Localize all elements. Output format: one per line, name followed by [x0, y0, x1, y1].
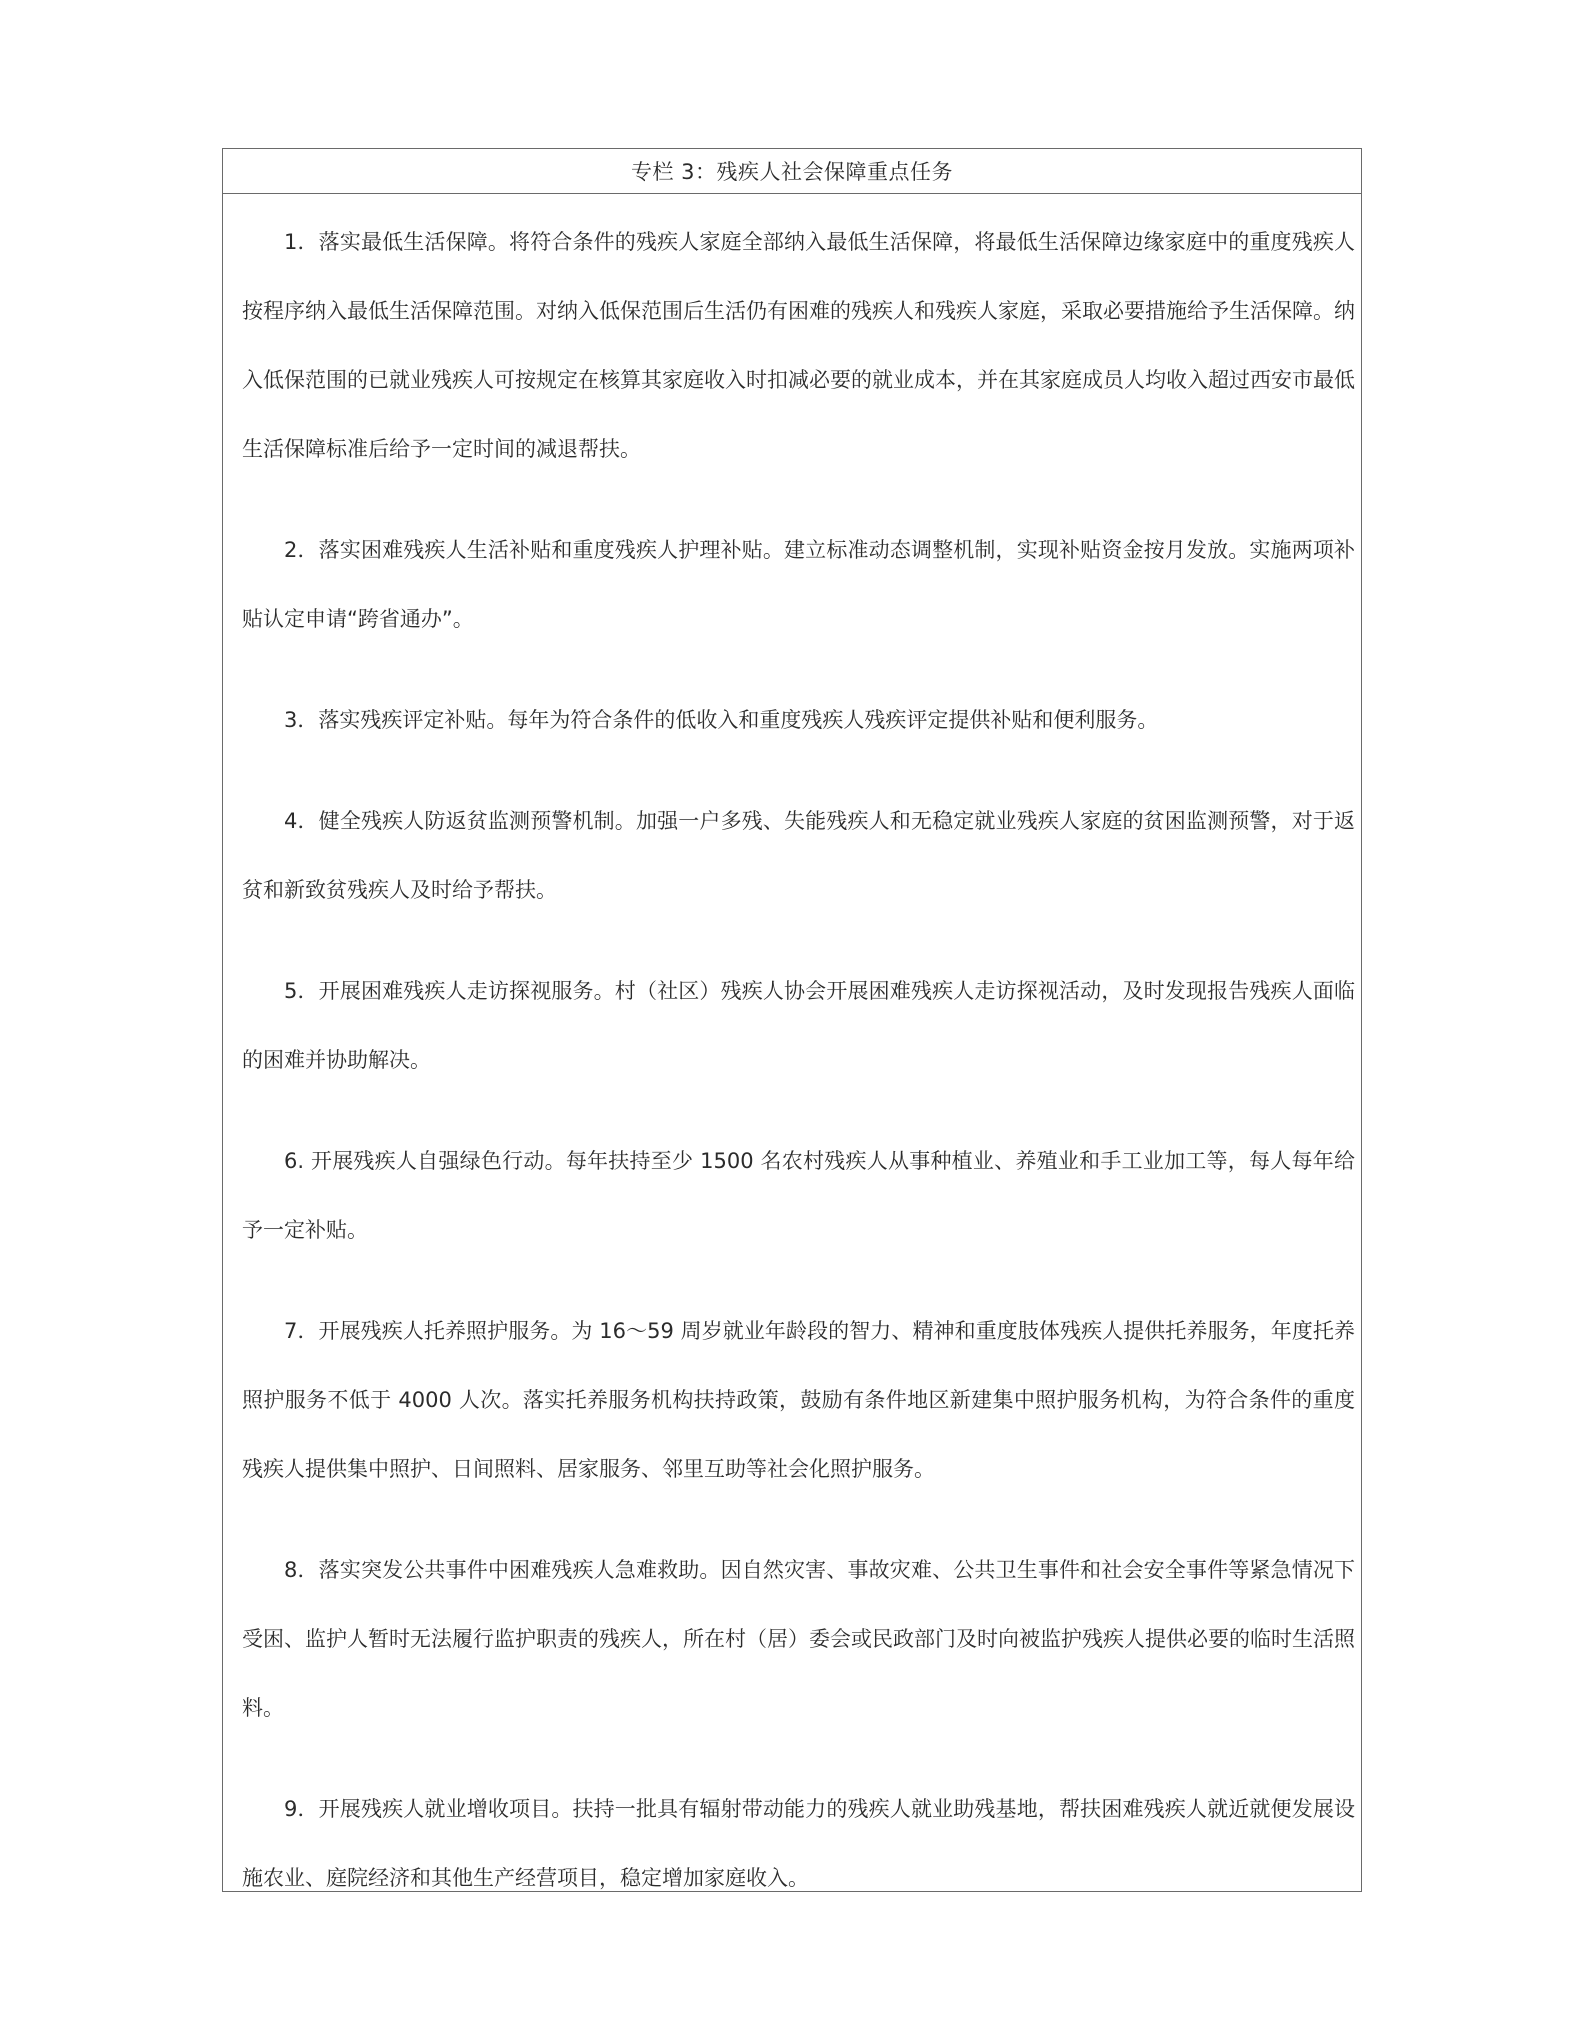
- task-item-8: 8．落实突发公共事件中困难残疾人急难救助。因自然灾害、事故灾难、公共卫生事件和社会安全事件等紧急情况下受困、监护人暂时无法履行监护职责的残疾人，所在村（居）委会或民政部门及时向被监护残疾人提供必要的临时生活照料。: [242, 1558, 1355, 1720]
- task-item-5: 5．开展困难残疾人走访探视服务。村（社区）残疾人协会开展困难残疾人走访探视活动，及时发现报告残疾人面临的困难并协助解决。: [242, 979, 1355, 1072]
- task-item-1: 1．落实最低生活保障。将符合条件的残疾人家庭全部纳入最低生活保障，将最低生活保障边缘家庭中的重度残疾人按程序纳入最低生活保障范围。对纳入低保范围后生活仍有困难的残疾人和残疾人家庭，采取必要措施给予生活保障。纳入低保范围的已就业残疾人可按规定在核算其家庭收入时扣减必要的就业成本，并在其家庭成员人均收入超过西安市最低生活保障标准后给予一定时间的减退帮扶。: [242, 230, 1355, 461]
- task-item-9: 9．开展残疾人就业增收项目。扶持一批具有辐射带动能力的残疾人就业助残基地，帮扶困难残疾人就近就便发展设施农业、庭院经济和其他生产经营项目，稳定增加家庭收入。: [242, 1797, 1355, 1890]
- task-item-6: 6. 开展残疾人自强绿色行动。每年扶持至少 1500 名农村残疾人从事种植业、养殖业和手工业加工等，每人每年给予一定补贴。: [242, 1149, 1355, 1242]
- box-title: 专栏 3：残疾人社会保障重点任务: [223, 149, 1361, 194]
- task-box: [222, 148, 1362, 1892]
- task-item-7: 7．开展残疾人托养照护服务。为 16～59 周岁就业年龄段的智力、精神和重度肢体残疾人提供托养服务，年度托养照护服务不低于 4000 人次。落实托养服务机构扶持政策，鼓励有条件地区新建集中照护服务机构，为符合条件的重度残疾人提供集中照护、日间照料、居家服务、邻里互助等社会化照护服务。: [242, 1319, 1355, 1481]
- box-body: [223, 194, 1361, 1913]
- task-item-4: 4．健全残疾人防返贫监测预警机制。加强一户多残、失能残疾人和无稳定就业残疾人家庭的贫困监测预警，对于返贫和新致贫残疾人及时给予帮扶。: [242, 809, 1355, 902]
- task-item-3: 3．落实残疾评定补贴。每年为符合条件的低收入和重度残疾人残疾评定提供补贴和便利服务。: [284, 708, 1159, 732]
- task-item-2: 2．落实困难残疾人生活补贴和重度残疾人护理补贴。建立标准动态调整机制，实现补贴资金按月发放。实施两项补贴认定申请“跨省通办”。: [242, 538, 1355, 631]
